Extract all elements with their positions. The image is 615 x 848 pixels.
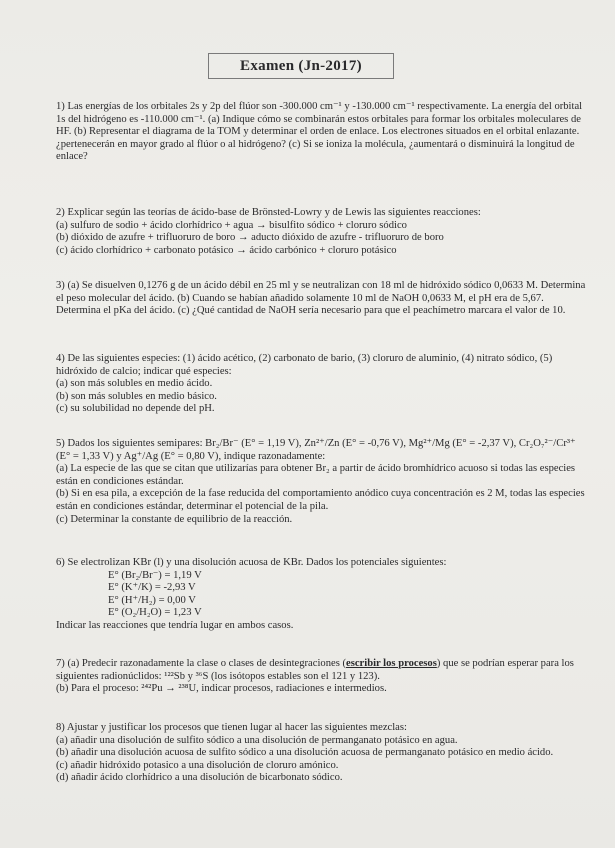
question-5 [56,438,590,526]
potential-k: E° (K⁺/K) = -2,93 V [108,582,196,594]
question-1-text: 1) Las energías de los orbitales 2s y 2p del flúor son -300.000 cm⁻¹ y -130.000 cm⁻¹ respectivamente. La energía del orbital 1s del hidrógeno es -110.000 cm⁻¹. (a) Indique cómo se combinarán estos orbitales para formar los orbitales moleculares de HF. (b) Representar el diagrama de la TOM y determinar el orden de enlace. Los electrones situados en el orbital enlazante. ¿pertenecerán en mayor grado al flúor o al hidrógeno? (c) Si se ioniza la molécula, ¿aumentará o disminuirá la longitud de enlace? [56,101,583,163]
question-4-item-c: (c) su solubilidad no depende del pH. [56,403,215,415]
question-7-a-post: ) que se podrían esperar para los siguientes radionúclidos: ¹²²Sb y ³⁶S (los isótopos estables son el 121 y 123). [56,658,574,682]
question-4-intro: 4) De las siguientes especies: (1) ácido acético, (2) carbonato de bario, (3) cloruro de aluminio, (4) nitrato sódico, (5) hidróxido de calcio; indicar qué especies: [56,353,553,377]
question-2-item-a: (a) sulfuro de sodio + ácido clorhídrico + agua → bisulfito sódico + cloruro sódico [56,219,407,231]
question-8-item-b: (b) añadir una disolución acuosa de sulfito sódico a una disolución acuosa de permanganato potásico en medio ácido. [56,747,554,759]
question-4 [56,353,590,416]
question-5-intro: 5) Dados los siguientes semipares: Br₂/Br⁻ (E° = 1,19 V), Zn²⁺/Zn (E° = -0,76 V), Mg²⁺/Mg (E° = -2,37 V), Cr₂O₇²⁻/Cr³⁺ (E° = 1,33 V) y Ag⁺/Ag (E° = 0,80 V), indique razonadamente: [56,438,576,462]
question-2 [56,207,590,257]
question-3 [56,280,590,318]
question-8-intro: 8) Ajustar y justificar los procesos que tienen lugar al hacer las siguientes mezclas: [56,722,407,733]
question-7-a [56,658,590,683]
question-8 [56,722,590,785]
exam-title: Examen (Jn-2017) [208,53,394,79]
question-2-item-c: (c) ácido clorhídrico + carbonato potásico → ácido carbónico + cloruro potásico [56,244,397,256]
question-1 [56,101,590,164]
question-8-item-a: (a) añadir una disolución de sulfito sódico a una disolución de permanganato potásico en agua. [56,734,458,746]
question-4-item-b: (b) son más solubles en medio básico. [56,390,217,402]
question-2-item-b: (b) dióxido de azufre + trifluoruro de boro → aducto dióxido de azufre - trifluoruro de boro [56,232,444,244]
question-7 [56,658,590,696]
question-8-item-d: (d) añadir ácido clorhídrico a una disolución de bicarbonato sódico. [56,772,343,784]
question-5-item-a: (a) La especie de las que se citan que utilizarías para obtener Br₂ a partir de ácido bromhídrico acuoso si todas las especies están en condiciones estándar. [56,463,576,487]
question-3-text: 3) (a) Se disuelven 0,1276 g de un ácido débil en 25 ml y se neutralizan con 18 ml de hidróxido sódico 0,0633 M. Determina el peso molecular del ácido. (b) Cuando se habían añadido solamente 10 ml de NaOH 0,0633 M, el pH era de 5,67. Determina el pKa del ácido. (c) ¿Qué cantidad de NaOH sería necesario para que el peachímetro marcara el valor de 10. [56,280,586,317]
potential-h: E° (H⁺/H₂) = 0,00 V [108,594,196,606]
potential-o2: E° (O₂/H₂O) = 1,23 V [108,607,202,619]
question-5-item-c: (c) Determinar la constante de equilibrio de la reacción. [56,513,293,525]
question-7-b: (b) Para el proceso: ²⁴²Pu → ²³⁸U, indicar procesos, radiaciones e intermedios. [56,683,387,695]
question-6-outro: Indicar las reacciones que tendría lugar en ambos casos. [56,619,294,631]
question-6-intro: 6) Se electrolizan KBr (l) y una disolución acuosa de KBr. Dados los potenciales siguientes: [56,557,447,568]
question-7-a-pre: 7) (a) Predecir razonadamente la clase o clases de desintegraciones ( [56,658,347,669]
question-6 [56,557,590,633]
question-4-item-a: (a) son más solubles en medio ácido. [56,378,213,390]
question-2-intro: 2) Explicar según las teorías de ácido-base de Brönsted-Lowry y de Lewis las siguientes reacciones: [56,207,481,218]
question-5-item-b: (b) Si en esa pila, a excepción de la fase reducida del comportamiento anódico cuya concentración es 2 M, todas las especies están en condiciones estándar, determinar el potencial de la pila. [56,488,585,512]
question-7-a-underline: escribir los procesos [346,658,437,669]
potential-br: E° (Br₂/Br⁻) = 1,19 V [108,569,202,581]
question-8-item-c: (c) añadir hidróxido potasico a una disolución de cloruro amónico. [56,759,339,771]
